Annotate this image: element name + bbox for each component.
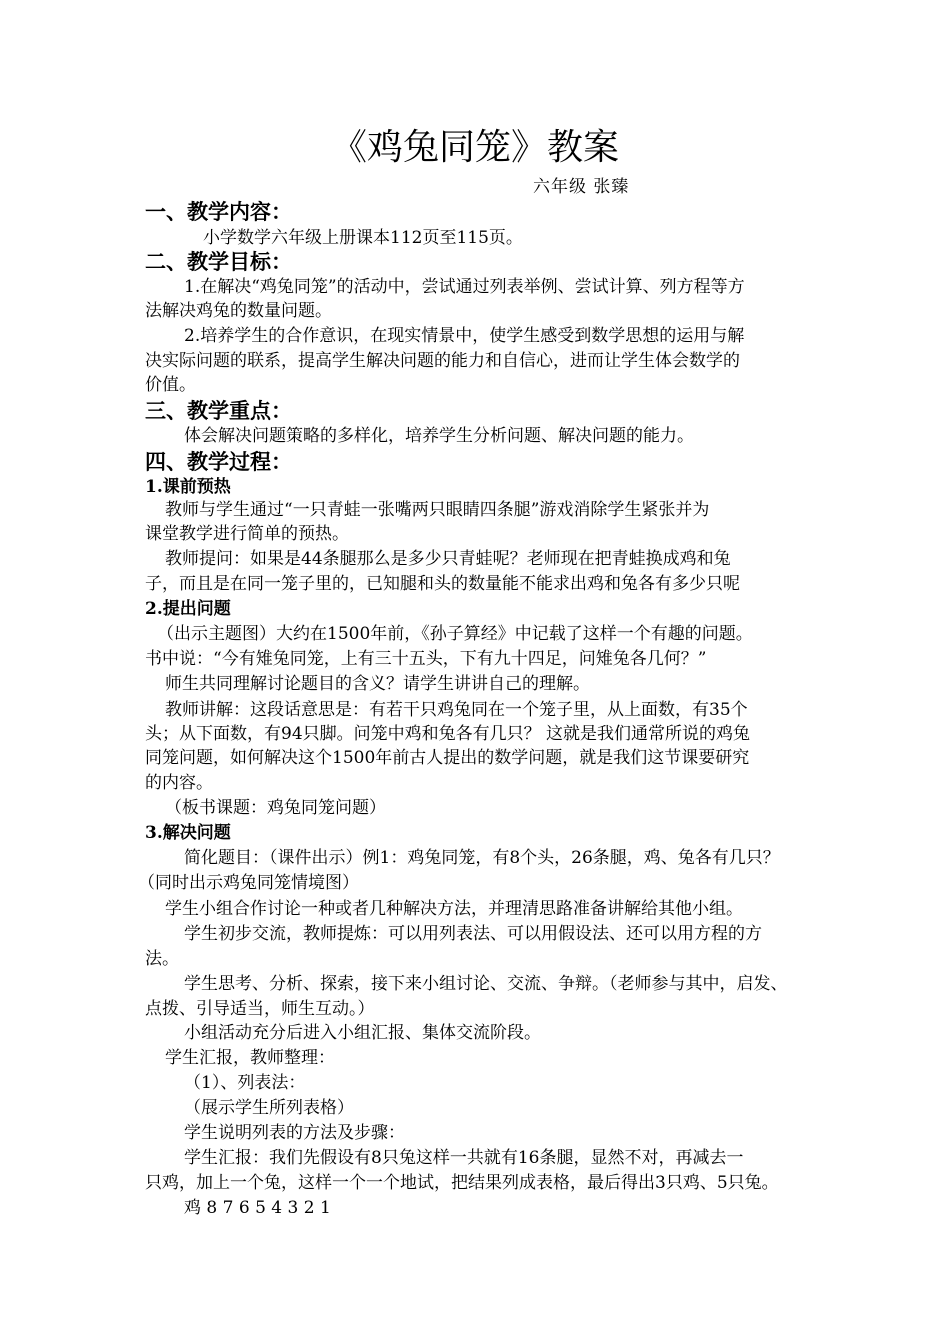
paragraph: 决实际问题的联系，提高学生解决问题的能力和自信心，进而让学生体会数学的 [145,351,740,371]
paragraph: 简化题目：（课件出示）例1：鸡兔同笼，有8个头，26条腿，鸡、兔各有几只？ [184,848,780,868]
paragraph: 法解决鸡兔的数量问题。 [145,301,332,321]
paragraph: 学生说明列表的方法及步骤： [184,1123,405,1143]
paragraph: 价值。 [145,375,196,395]
paragraph: 学生汇报：我们先假设有8只兔这样一共就有16条腿，显然不对，再减去一 [184,1148,744,1168]
section-heading-process: 四、教学过程： [145,450,292,474]
section-heading-content: 一、教学内容： [145,200,292,224]
paragraph: （同时出示鸡兔同笼情境图） [138,873,359,893]
section-heading-goals: 二、教学目标： [145,250,292,274]
paragraph: 课堂教学进行简单的预热。 [145,524,349,544]
step-heading-solve: 3.解决问题 [145,823,231,843]
step-heading-warmup: 1.课前预热 [145,477,231,497]
paragraph: 学生思考、分析、探索，接下来小组讨论、交流、争辩。（老师参与其中，启发、 [184,974,788,994]
table-row: 鸡 8 7 6 5 4 3 2 1 [184,1198,331,1218]
step-heading-problem: 2.提出问题 [145,599,231,619]
paragraph: 师生共同理解讨论题目的含义？请学生讲讲自己的理解。 [165,674,590,694]
paragraph: （1）、列表法： [184,1073,306,1093]
paragraph: （出示主题图）大约在1500年前，《孙子算经》中记载了这样一个有趣的问题。 [157,624,753,644]
doc-author: 六年级 张臻 [533,177,630,197]
section-heading-key-points: 三、教学重点： [145,399,292,423]
paragraph: （板书课题：鸡兔同笼问题） [165,798,386,818]
paragraph: 教师提问：如果是44条腿那么是多少只青蛙呢？老师现在把青蛙换成鸡和兔 [165,549,731,569]
paragraph: 同笼问题，如何解决这个1500年前古人提出的数学问题，就是我们这节课要研究 [145,748,750,768]
paragraph: 子，而且是在同一笼子里的，已知腿和头的数量能不能求出鸡和兔各有多少只呢 [145,574,740,594]
paragraph: 法。 [145,949,179,969]
doc-title: 《鸡兔同笼》教案 [330,127,619,168]
paragraph: 学生初步交流，教师提炼：可以用列表法、可以用假设法、还可以用方程的方 [184,924,762,944]
paragraph: 学生汇报，教师整理： [165,1048,335,1068]
paragraph: 教师讲解：这段话意思是：有若干只鸡兔同在一个笼子里，从上面数，有35个 [165,700,748,720]
paragraph: 头；从下面数，有94只脚。问笼中鸡和兔各有几只？ 这就是我们通常所说的鸡兔 [145,724,751,744]
paragraph: 点拨、引导适当，师生互动。） [145,999,375,1019]
paragraph: 体会解决问题策略的多样化，培养学生分析问题、解决问题的能力。 [184,426,694,446]
paragraph: 小学数学六年级上册课本112页至115页。 [203,228,523,248]
paragraph: （展示学生所列表格） [184,1098,354,1118]
paragraph: 1.在解决“鸡兔同笼”的活动中，尝试通过列表举例、尝试计算、列方程等方 [184,277,745,297]
paragraph: 小组活动充分后进入小组汇报、集体交流阶段。 [184,1023,541,1043]
paragraph: 学生小组合作讨论一种或者几种解决方法，并理清思路准备讲解给其他小组。 [165,899,743,919]
paragraph: 2.培养学生的合作意识，在现实情景中，使学生感受到数学思想的运用与解 [184,326,745,346]
paragraph: 的内容。 [145,773,213,793]
paragraph: 只鸡，加上一个兔，这样一个一个地试，把结果列成表格，最后得出3只鸡、5只兔。 [145,1173,779,1193]
paragraph: 教师与学生通过“一只青蛙一张嘴两只眼睛四条腿”游戏消除学生紧张并为 [165,500,710,520]
paragraph: 书中说：“今有雉兔同笼，上有三十五头，下有九十四足，问雉兔各几何？” [145,649,707,669]
